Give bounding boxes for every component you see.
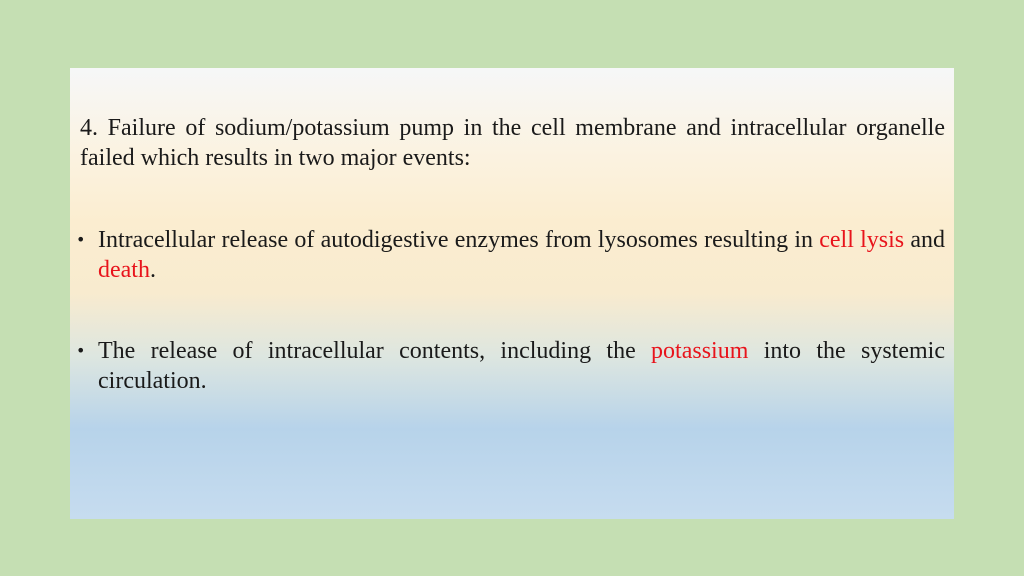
bullet-text-segment: The release of intracellular contents, including the — [98, 338, 652, 364]
bullet-item-enzyme-release — [76, 225, 945, 285]
bullet-icon: • — [76, 341, 86, 360]
bullet-text-segment: Intracellular release of autodigestive enzymes from lysosomes resulting in — [98, 227, 820, 253]
bullet-text-segment: and — [904, 227, 945, 253]
bullet-item-content-release — [76, 336, 945, 396]
bullet-text — [98, 225, 945, 285]
highlight-cell-lysis: cell lysis — [819, 227, 905, 253]
bullet-text — [98, 336, 945, 396]
highlight-potassium: potassium — [651, 338, 749, 364]
bullet-icon: • — [76, 230, 86, 249]
bullet-text-segment: into the systemic circulation. — [98, 338, 945, 394]
highlight-death: death — [98, 257, 150, 283]
bullet-text-segment: . — [149, 257, 156, 283]
intro-paragraph: 4. Failure of sodium/potassium pump in the cell membrane and intracellular organelle failed which results in two major events: — [80, 115, 945, 171]
